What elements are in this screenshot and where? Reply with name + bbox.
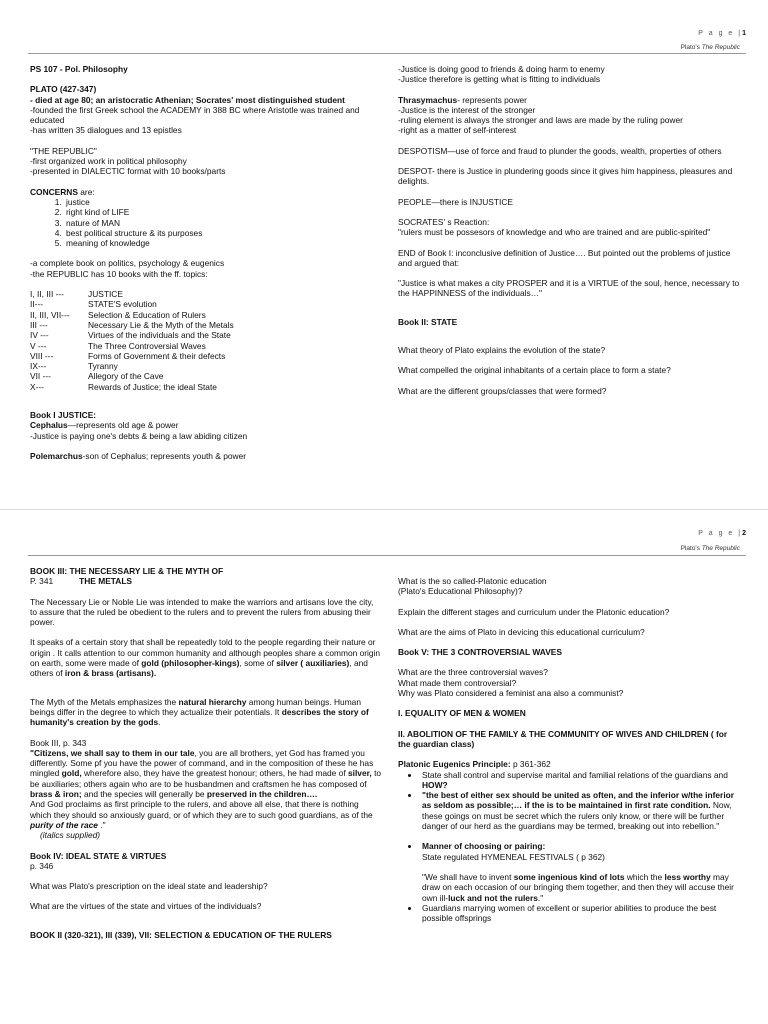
question: (Plato's Educational Philosophy)? (398, 586, 523, 597)
polemarchus-text: -son of Cephalus; represents youth & power (82, 450, 247, 461)
despot-text: DESPOT- there is Justice in plundering goods since it gives him happiness, pleasures and delights. (398, 166, 733, 187)
page-separator (0, 509, 768, 510)
topic-name: Forms of Government & their defects (88, 350, 226, 361)
topic-book: III --- (30, 319, 48, 330)
running-title-prefix: Plato's (680, 44, 702, 51)
text-run: brass & iron; (30, 789, 82, 800)
republic-line: -first organized work in political philosophy (30, 156, 187, 167)
running-title-italic: The Republic (701, 545, 740, 552)
text-run: , you are all brothers, yet God has framed you differently. Some pf you have the power of command, and in the composition of these he has mingled (30, 747, 374, 779)
text-run: p 361-362 (510, 759, 551, 770)
list-item (420, 790, 740, 831)
running-title (681, 44, 740, 51)
eugenics-heading (398, 759, 740, 769)
text-run: luck and not the rulers (448, 892, 538, 903)
justice-quote: "Justice is what makes a city PROSPER and it is a VIRTUE of the soul, hence, necessary to the HAPPINNESS of the individuals…" (398, 278, 740, 299)
question: What are the aims of Plato in devicing this educational curriculum? (398, 626, 645, 637)
book4-page: p. 346 (30, 860, 54, 871)
topic-book: I, II, III --- (30, 289, 64, 300)
plato-line: - died at age 80; an aristocratic Athenian; Socrates' most distinguished student (30, 94, 345, 105)
page1-right-column (398, 64, 740, 396)
text-run: natural hierarchy (178, 696, 247, 707)
question: What is the so called-Platonic education (398, 576, 547, 586)
text-run: which the (624, 871, 665, 882)
text-run: "the best of either sex should be united as often, and the inferior w/the inferior as seldom as possible;… if the is to be maintained in first rate condition. (422, 790, 735, 811)
socrates-heading: SOCRATES' s Reaction: (398, 216, 490, 227)
list-item: 1. justice (64, 197, 380, 207)
topic-book: II--- (30, 299, 44, 310)
text-run: may draw on each occasion of our bringing them together, and then they will accuse their own ill- (422, 871, 734, 903)
book-rulers-heading: BOOK II (320-321), III (339), VII: SELECTION & EDUCATION OF THE RULERS (30, 929, 332, 940)
text-run: And God proclaims as first principle to the rulers, and above all else, that there is nothing which they should so anxiously guard, or of which they are to such good guardians, as of the (30, 799, 373, 820)
page2-left-column (30, 566, 382, 940)
plato-line: -founded the first Greek school the ACADEMY in 388 BC where Aristotle was trained and educated (30, 104, 360, 126)
topic-book: IX--- (30, 361, 47, 372)
end-book1-text: END of Book I: inconclusive definition of Justice…. But pointed out the problems of justice and argued that: (398, 247, 731, 268)
question: Why was Plato considered a feminist ana also a communist? (398, 688, 624, 699)
polemarchus-name: Polemarchus (30, 450, 83, 461)
page-1 (0, 0, 768, 510)
text-run: HOW? (422, 779, 448, 790)
text-run: among human beings. Human beings differ in the degree to which they actualize their potentials. It (30, 696, 361, 717)
book3-page: P. 341 (30, 576, 54, 587)
page2-right-column (398, 576, 740, 923)
header-rule (28, 53, 746, 54)
topic-book: VII --- (30, 371, 51, 382)
question: What compelled the original inhabitants of a certain place to form a state? (398, 365, 671, 376)
summary-line: -the REPUBLIC has 10 books with the ff. topics: (30, 268, 208, 279)
text-run: State shall control and supervise marital and familial relations of the guardians and (422, 769, 728, 780)
justice-line: -Justice therefore is getting what is fitting to individuals (398, 74, 601, 85)
text-run: "We shall have to invent (422, 871, 514, 882)
page-label: P a g e | (698, 30, 743, 37)
running-title (681, 545, 740, 552)
page-number-label (698, 30, 746, 37)
text-run: purity of the race (30, 819, 98, 830)
list-item: 4. best political structure & its purposes (64, 228, 380, 238)
topic-name: Virtues of the individuals and the State (88, 330, 231, 341)
silver-label: silver ( auxiliaries) (276, 658, 350, 669)
book2-heading: Book II: STATE (398, 316, 458, 327)
socrates-quote: "rulers must be possesors of knowledge and who are trained and are public-spirited" (398, 227, 711, 238)
topic-book: II, III, VII--- (30, 309, 70, 320)
topic-name: Tyranny (88, 361, 118, 372)
concerns-heading (30, 187, 380, 197)
question: What was Plato's prescription on the ideal state and leadership? (30, 881, 268, 892)
topic-book: X--- (30, 381, 44, 392)
page-number: 1 (742, 30, 746, 37)
topic-name: Selection & Education of Rulers (88, 309, 206, 320)
page-label: P a g e | (698, 530, 743, 537)
topic-name: JUSTICE (88, 289, 123, 300)
text-run: , and others of (30, 658, 368, 679)
list-item (420, 841, 740, 902)
text-run: to be auxiliaries; others again who are to be husbandmen and craftsmen he has composed of (30, 768, 382, 789)
question: What are the virtues of the state and virtues of the individuals? (30, 901, 262, 912)
page-2 (0, 514, 768, 1024)
cephalus-text: —represents old age & power (67, 420, 179, 431)
story-paragraph (30, 637, 382, 678)
book4-heading: Book IV: IDEAL STATE & VIRTUES (30, 850, 167, 861)
justice-line: -Justice is doing good to friends & doing harm to enemy (398, 64, 605, 74)
page1-left-column (30, 64, 380, 461)
list-item (420, 770, 740, 791)
book5-heading: Book V: THE 3 CONTROVERSIAL WAVES (398, 647, 562, 658)
text-run: ." (97, 819, 106, 830)
polemarchus-line (30, 451, 380, 461)
concerns-suffix: are: (77, 186, 95, 197)
citizens-quote (30, 748, 382, 799)
list-item: 2. right kind of LIFE (64, 207, 380, 217)
running-title-italic: The Republic (701, 44, 740, 51)
republic-line: -presented in DIALECTIC format with 10 books/parts (30, 166, 226, 177)
plato-line: -has written 35 dialogues and 13 epistles (30, 125, 182, 136)
gold-label: gold (philosopher-kings) (141, 658, 240, 669)
page-number-label (698, 530, 746, 537)
topic-name: Necessary Lie & the Myth of the Metals (88, 319, 234, 330)
text-run: some ingenious kind of lots (513, 871, 625, 882)
thrasymachus-text: - represents power (457, 94, 527, 105)
page-number: 2 (742, 530, 746, 537)
concerns-label: CONCERNS (30, 186, 78, 197)
noble-lie-paragraph: The Necessary Lie or Noble Lie was intended to make the warriors and artisans love the city, to assure that the ruled be obedient to the rulers and to prevent the rulers from abusing their power. (30, 596, 374, 628)
text-run: . (158, 717, 161, 728)
thrasymachus-line: -Justice is the interest of the stronger (398, 104, 536, 115)
topic-book: V --- (30, 340, 47, 351)
cephalus-line2: -Justice is paying one's debts & being a law abiding citizen (30, 430, 248, 441)
thrasymachus-line: -right as a matter of self-interest (398, 125, 517, 136)
thrasymachus-name: Thrasymachus (398, 94, 458, 105)
people-text: PEOPLE—there is INJUSTICE (398, 196, 513, 207)
book3-reference: Book III, p. 343 (30, 737, 87, 748)
text-run: Platonic Eugenics Principle: (398, 759, 511, 770)
text-run: State regulated HYMENEAL FESTIVALS ( p 362) (422, 851, 605, 862)
text-run: Manner of choosing or pairing: (422, 841, 546, 852)
myth-paragraph (30, 697, 382, 728)
topic-book: VIII --- (30, 350, 54, 361)
text-run: Now, these goings on must be secret which the rulers only know, or there will be further danger of our herd as the guardians may be termed, breaking out into rebellion." (422, 800, 732, 832)
text-run: gold, (61, 768, 82, 779)
header-rule (28, 555, 746, 556)
list-item: 3. nature of MAN (64, 218, 380, 228)
book3-metals: THE METALS (79, 576, 133, 587)
abolition-heading: II. ABOLITION OF THE FAMILY & THE COMMUNITY OF WIVES AND CHILDREN ( for the guardian class) (398, 728, 728, 749)
equality-heading: I. EQUALITY OF MEN & WOMEN (398, 708, 526, 719)
question: What made them controversial? (398, 677, 517, 688)
iron-label: iron & brass (artisans). (64, 668, 157, 679)
text-run: "Citizens, we shall say to them in our tale (30, 747, 195, 758)
text-run: The Myth of the Metals emphasizes the (30, 696, 179, 707)
text-run: describes the story of humanity's creation by the gods (30, 706, 369, 728)
god-quote (30, 799, 382, 830)
question: What are the three controversial waves? (398, 667, 548, 678)
thrasymachus-line: -ruling element is always the stronger and laws are made by the ruling power (398, 115, 683, 126)
list-item: 5. meaning of knowledge (64, 238, 380, 248)
thrasymachus-heading (398, 95, 740, 105)
topic-name: Rewards of Justice; the ideal State (88, 381, 217, 392)
book3-heading: BOOK III: THE NECESSARY LIE & THE MYTH OF (30, 566, 224, 576)
question: What theory of Plato explains the evolution of the state? (398, 345, 606, 356)
text-run: , some of (239, 658, 277, 669)
summary-line: -a complete book on politics, psychology & eugenics (30, 258, 225, 269)
text-run: ." (537, 892, 544, 903)
eugenics-list (398, 770, 740, 924)
cephalus-name: Cephalus (30, 420, 68, 431)
republic-heading: "THE REPUBLIC" (30, 145, 97, 156)
list-item: • Guardians marrying women of excellent or superior abilities to produce the best possible offsprings (420, 903, 740, 924)
despotism-text: DESPOTISM—use of force and fraud to plunder the goods, wealth, properties of others (398, 145, 722, 156)
text-run: and the species will generally be (81, 789, 207, 800)
question: What are the different groups/classes that were formed? (398, 385, 607, 396)
book3-subheading (30, 576, 382, 586)
text-run: It speaks of a certain story that shall be repeatedly told to the people regarding their nature or origin . It calls attention to our common humanity and although peoples share a common origin on earth, some were made of (30, 637, 381, 669)
topic-name: STATE'S evolution (88, 299, 157, 310)
topic-name: Allegory of the Cave (88, 371, 164, 382)
text-run: wherefore also, they have the greatest honour; others, he had made of (81, 768, 348, 779)
running-title-prefix: Plato's (680, 545, 702, 552)
topics-table (30, 289, 380, 392)
plato-heading: PLATO (427-347) (30, 84, 97, 95)
topic-name: The Three Controversial Waves (88, 340, 206, 351)
italics-note: (italics supplied) (40, 830, 101, 841)
text-run: silver, (347, 768, 372, 779)
course-title: PS 107 - Pol. Philosophy (30, 64, 128, 74)
topic-book: IV --- (30, 330, 49, 341)
text-run: preserved in the children…. (206, 789, 318, 800)
book1-heading: Book I JUSTICE: (30, 410, 97, 421)
text-run: less worthy (664, 871, 711, 882)
cephalus-line (30, 420, 380, 430)
question: Explain the different stages and curriculum under the Platonic education? (398, 606, 670, 617)
concerns-list (30, 197, 380, 248)
